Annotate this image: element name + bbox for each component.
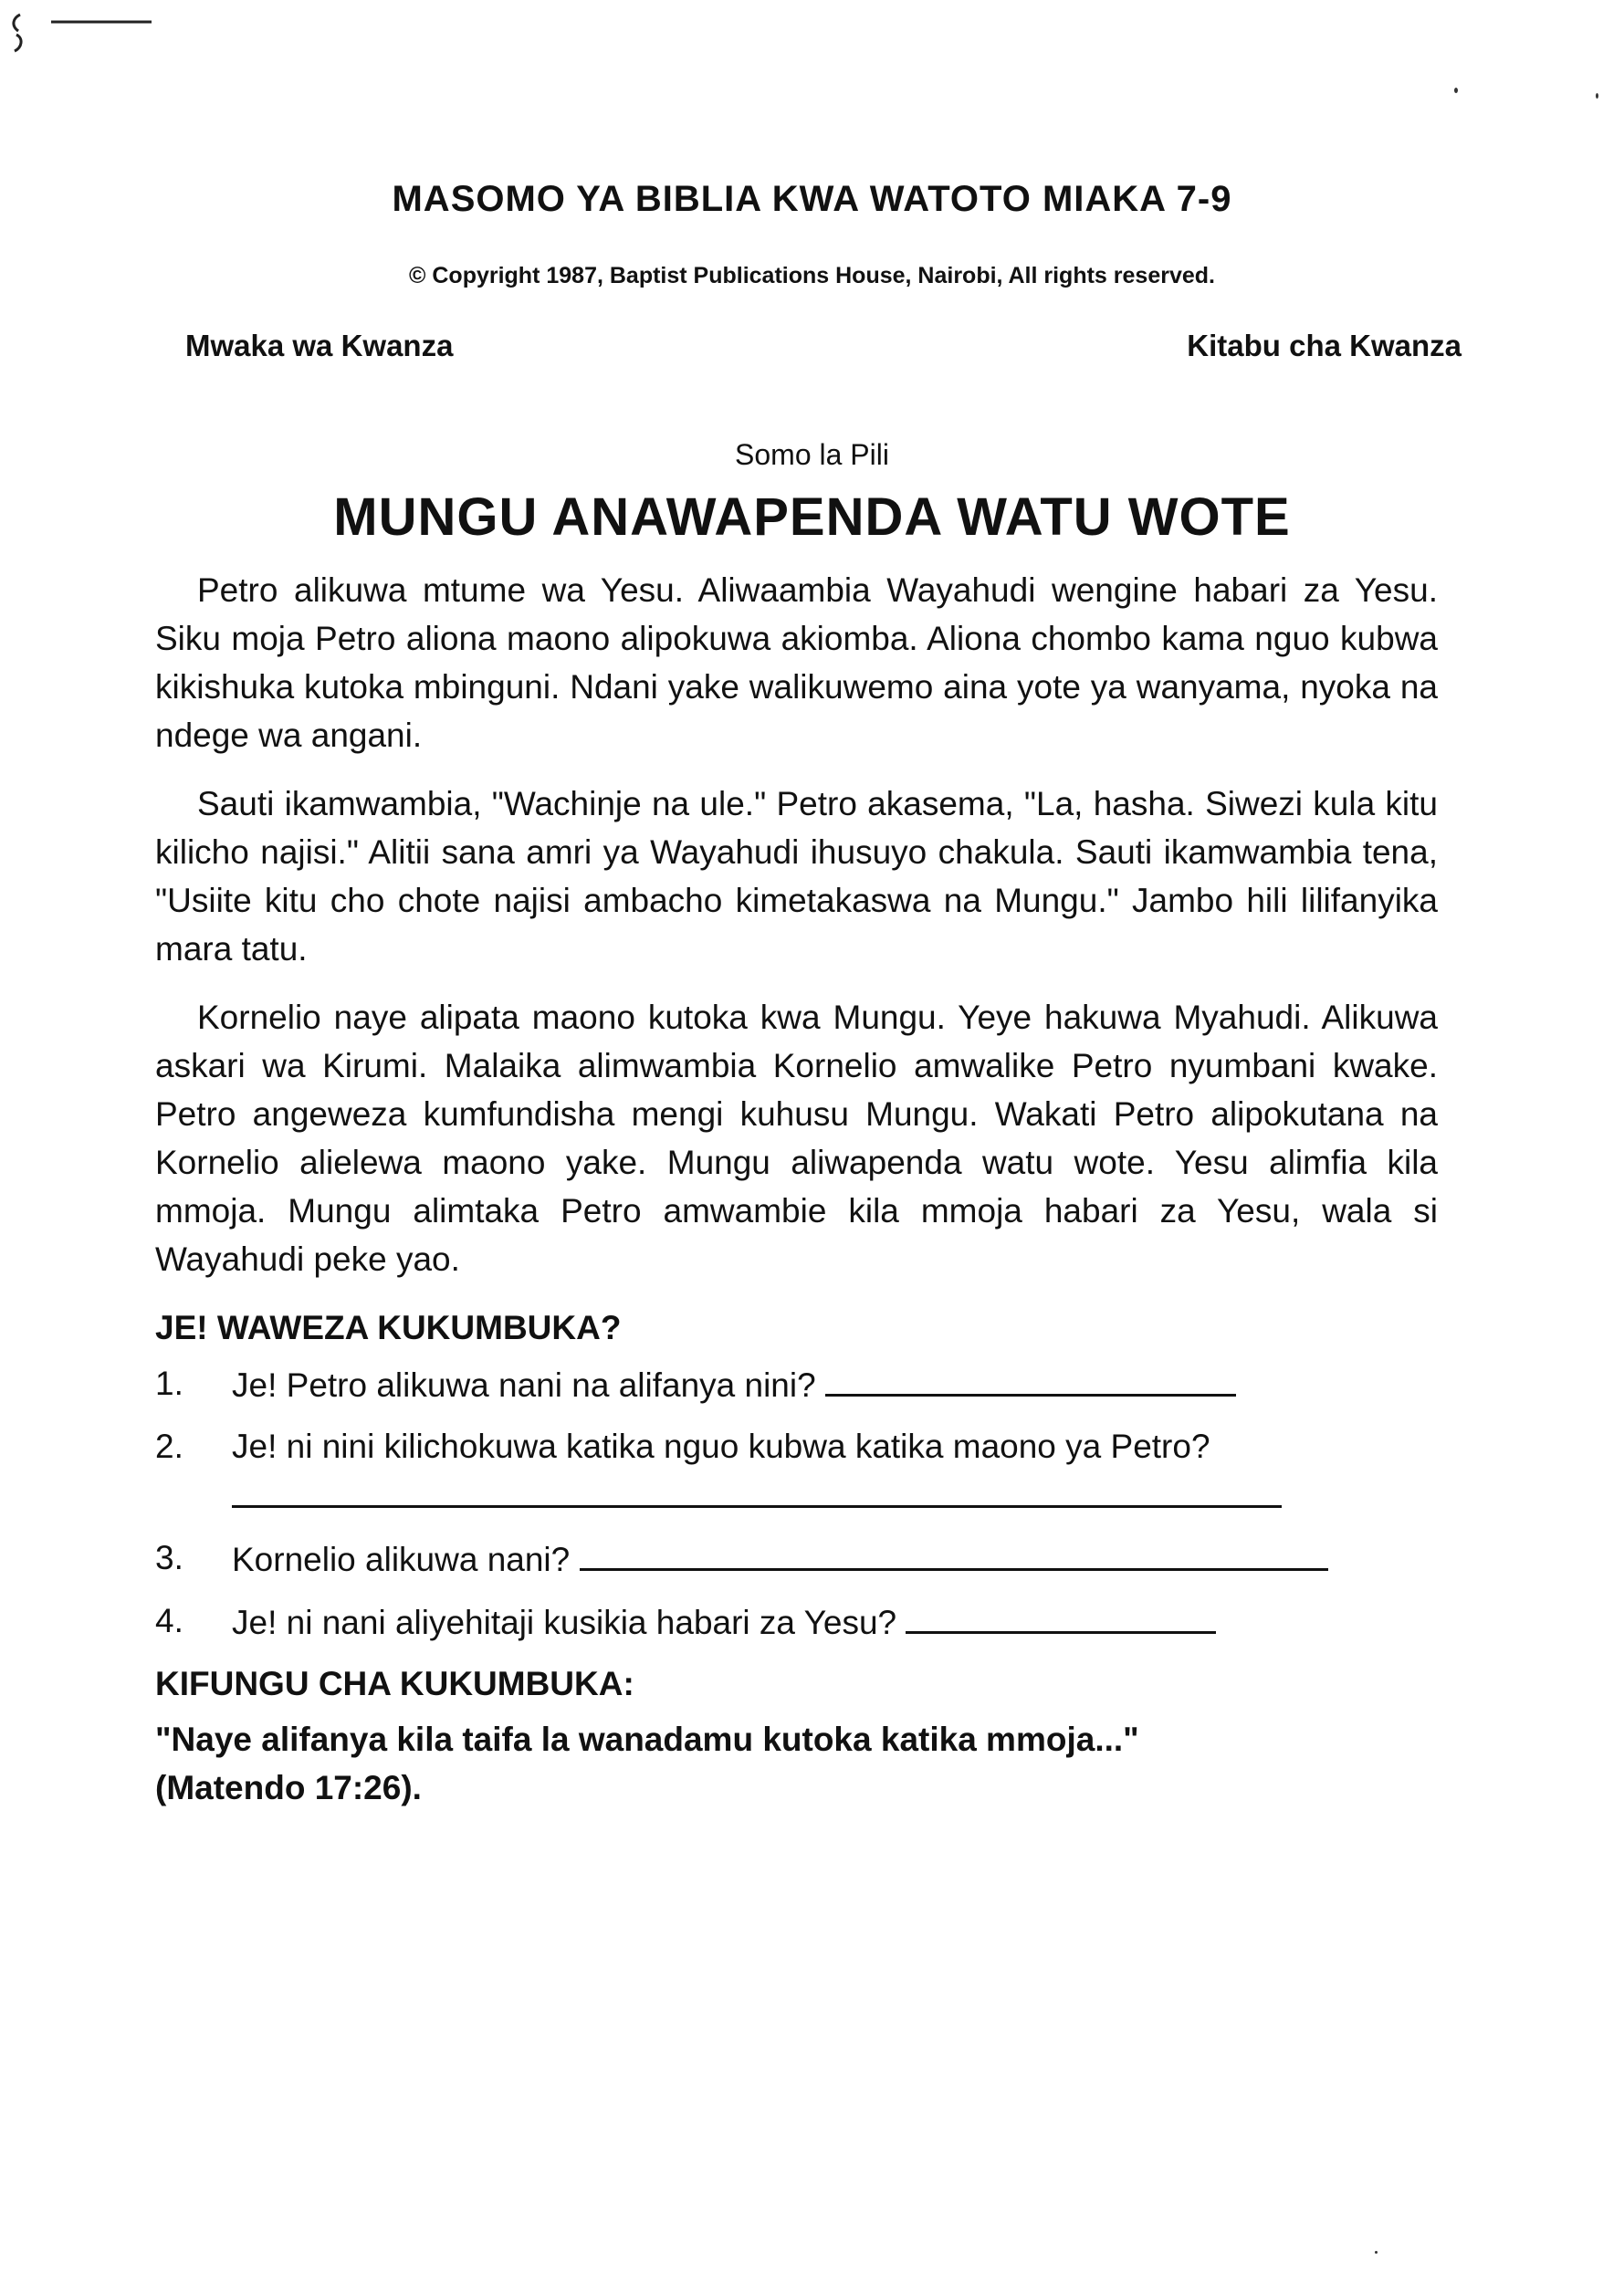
memory-verse-reference: (Matendo 17:26). [155,1769,422,1806]
question-item [155,1596,1438,1647]
answer-line [232,1470,1282,1508]
year-label: Mwaka wa Kwanza [185,329,454,362]
series-title: MASOMO YA BIBLIA KWA WATOTO MIAKA 7-9 [392,179,1232,219]
paragraph-3: Kornelio naye alipata maono kutoka kwa Mungu. Yeye hakuwa Myahudi. Alikuwa askari wa Kirumi. Malaika alimwambia Kornelio amwalike Petro nyumbani kwake. Petro angeweza kumfundisha mengi kuhusu Mungu. Wakati Petro alipokutana na Kornelio alielewa maono yake. Mungu aliwapenda watu wote. Yesu alimfia kila mmoja. Mungu alimtaka Petro amwambie kila mmoja habari za Yesu, wala si Wayahudi peke yao. [155,999,1438,1278]
scan-speck [1375,2251,1378,2254]
paragraph-1: Petro alikuwa mtume wa Yesu. Aliwaambia Wayahudi wengine habari za Yesu. Siku moja Petro aliona maono alipokuwa akiomba. Aliona chombo kama nguo kubwa kikishuka kutoka mbinguni. Ndani yake walikuwemo aina yote ya wanyama, nyoka na ndege wa angani. [155,571,1438,754]
meta-row [185,329,1462,363]
answer-line [580,1533,1328,1571]
answer-line [825,1359,1236,1397]
question-item [155,1533,1438,1584]
copyright-notice: © Copyright 1987, Baptist Publications House, Nairobi, All rights reserved. [409,263,1215,288]
question-text: Je! Petro alikuwa nani na alifanya nini? [232,1366,816,1404]
question-item [155,1422,1438,1521]
question-number: 1. [155,1365,183,1402]
lesson-body [155,566,1438,1812]
question-number: 4. [155,1602,183,1639]
question-text-wrap [232,1422,1438,1521]
answer-line [906,1596,1216,1634]
lesson-number: Somo la Pili [735,438,889,471]
question-number: 3. [155,1539,183,1576]
memory-verse-text: "Naye alifanya kila taifa la wanadamu kutoka katika mmoja..." [155,1721,1139,1758]
book-label: Kitabu cha Kwanza [1187,329,1462,362]
corner-scribble-mark [7,7,153,62]
question-text: Je! ni nani aliyehitaji kusikia habari za Yesu? [232,1604,897,1641]
scan-speck [1596,93,1598,99]
scan-speck [1454,88,1458,93]
question-text: Kornelio alikuwa nani? [232,1541,571,1578]
review-heading: JE! WAWEZA KUKUMBUKA? [155,1309,622,1346]
review-questions [155,1359,1438,1647]
paragraph-2: Sauti ikamwambia, "Wachinje na ule." Petro akasema, "La, hasha. Siwezi kula kitu kilicho najisi." Alitii sana amri ya Wayahudi ihusuyo chakula. Sauti ikamwambia tena, "Usiite kitu cho chote najisi ambacho kimetakaswa na Mungu." Jambo hili lilifanyika mara tatu. [155,785,1438,968]
question-text: Je! ni nini kilichokuwa katika nguo kubwa katika maono ya Petro? [232,1428,1210,1465]
question-text-wrap [232,1359,1438,1409]
question-text-wrap [232,1596,1438,1647]
question-item [155,1359,1438,1409]
question-number: 2. [155,1428,183,1465]
lesson-title: MUNGU ANAWAPENDA WATU WOTE [333,487,1291,547]
question-text-wrap [232,1533,1438,1584]
memory-verse-heading: KIFUNGU CHA KUKUMBUKA: [155,1665,634,1702]
